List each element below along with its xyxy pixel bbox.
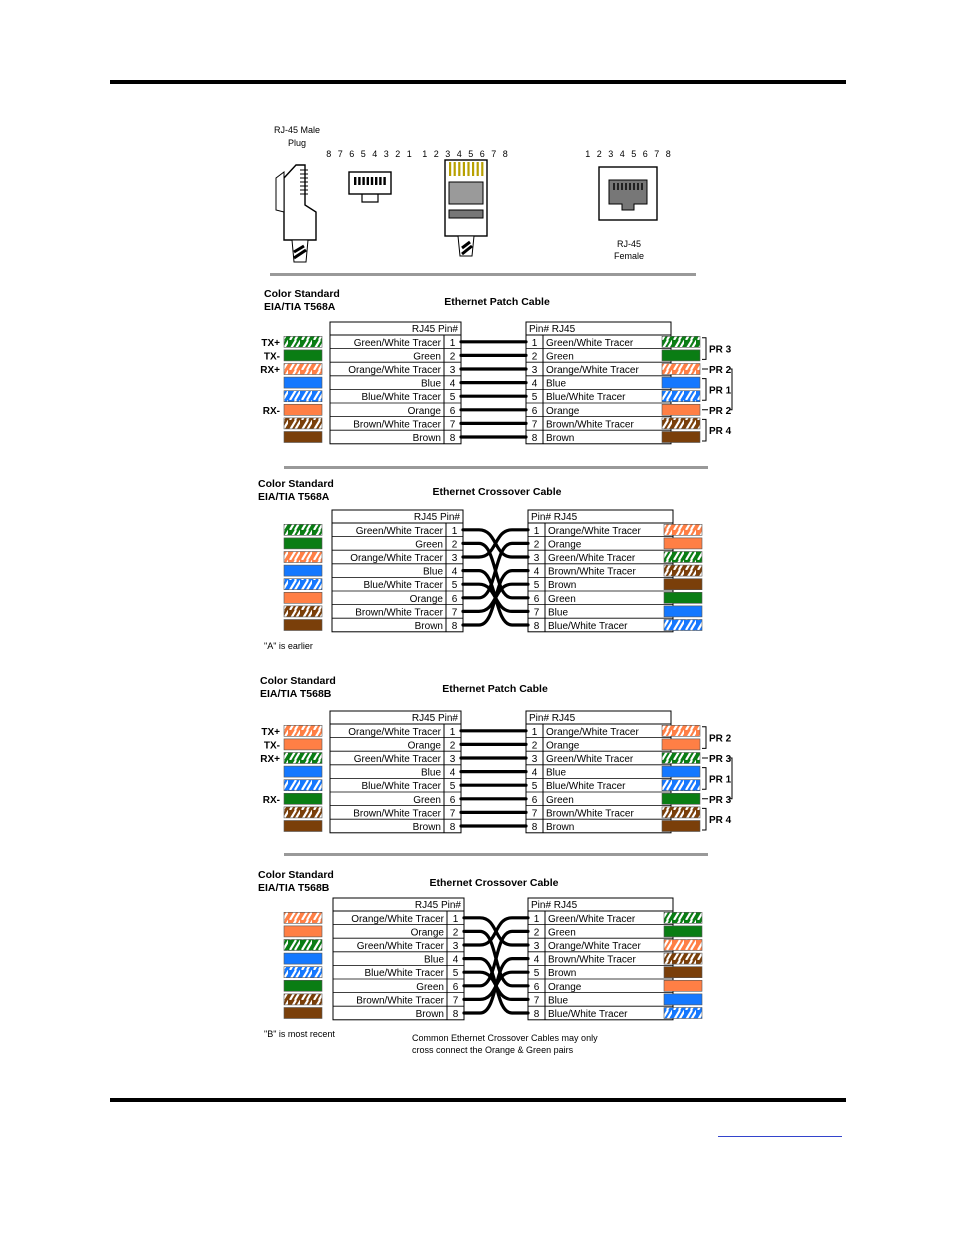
right-pin-number: 6 xyxy=(531,405,538,417)
left-wire-label: Green/White Tracer xyxy=(355,525,443,537)
right-color-swatch xyxy=(662,404,700,415)
pair-bracket xyxy=(702,419,706,441)
jack-caption-line1: RJ-45 xyxy=(616,239,642,249)
right-wire-label: Orange/White Tracer xyxy=(546,365,639,376)
left-color-swatch xyxy=(284,926,322,937)
jack-contact xyxy=(641,183,643,190)
left-table-header: RJ45 Pin# xyxy=(411,713,458,724)
plug-top-contact xyxy=(454,162,456,176)
pair-label: PR 4 xyxy=(709,426,732,438)
pair-label: PR 1 xyxy=(709,385,732,397)
left-wire-label: Brown xyxy=(412,822,441,833)
right-pin-number: 7 xyxy=(531,808,538,820)
left-wire-label: Green/White Tracer xyxy=(353,337,441,349)
right-color-swatch xyxy=(664,592,702,603)
left-wire-label: Green xyxy=(413,351,441,363)
signal-label: RX+ xyxy=(260,365,280,376)
pair-label-bottom: PR 3 xyxy=(709,794,732,806)
right-wire-label: Green/White Tracer xyxy=(548,553,636,564)
right-pin-number: 4 xyxy=(531,767,538,779)
right-color-swatch xyxy=(662,350,700,361)
plug-top-view xyxy=(445,160,487,256)
left-pin-number: 4 xyxy=(449,378,456,390)
left-color-swatch xyxy=(284,620,322,631)
left-wire-label: Brown/White Tracer xyxy=(355,607,443,619)
right-pin-number: 2 xyxy=(531,740,538,752)
cable-title: Ethernet Patch Cable xyxy=(442,683,548,695)
left-color-swatch xyxy=(284,739,322,750)
right-pin-number: 7 xyxy=(533,607,540,619)
plug-top-contact xyxy=(458,162,460,176)
left-wire-label: Blue/White Tracer xyxy=(363,580,443,592)
left-color-swatch xyxy=(284,725,322,736)
right-wire-label: Green/White Tracer xyxy=(546,337,634,349)
right-table-header: Pin# RJ45 xyxy=(531,512,578,523)
jack-contact xyxy=(633,183,635,190)
right-color-swatch xyxy=(664,606,702,617)
right-wire-label: Blue xyxy=(546,767,567,779)
left-wire-label: Green/White Tracer xyxy=(356,941,444,952)
left-color-swatch xyxy=(284,565,322,576)
pair-bracket xyxy=(702,727,706,749)
left-color-swatch xyxy=(284,994,322,1005)
left-color-swatch xyxy=(284,912,322,923)
right-pin-number: 2 xyxy=(533,539,540,551)
left-pin-number: 8 xyxy=(452,1009,459,1020)
left-color-swatch xyxy=(284,980,322,991)
left-color-swatch xyxy=(284,364,322,375)
plug-end-contact xyxy=(383,177,385,185)
right-pin-number: 5 xyxy=(533,968,540,980)
left-pin-number: 7 xyxy=(449,808,456,820)
left-wire-label: Brown/White Tracer xyxy=(353,419,441,431)
jack-contact xyxy=(629,183,631,190)
right-wire-label: Orange xyxy=(548,539,582,551)
right-color-swatch xyxy=(662,753,700,764)
pair-bracket xyxy=(702,808,706,830)
left-wire-label: Blue/White Tracer xyxy=(364,968,444,980)
pair-label: PR 4 xyxy=(709,815,732,827)
right-pin-number: 1 xyxy=(531,726,538,738)
left-color-swatch xyxy=(284,336,322,347)
signal-label: TX- xyxy=(263,351,280,363)
cable-title: Ethernet Crossover Cable xyxy=(429,877,559,889)
pin-order-reverse: 8 7 6 5 4 3 2 1 xyxy=(326,149,414,159)
color-standard-name: EIA/TIA T568B xyxy=(258,882,330,894)
left-pin-number: 5 xyxy=(449,781,456,793)
jack-contact xyxy=(637,183,639,190)
right-color-swatch xyxy=(662,821,700,832)
section-4 xyxy=(284,898,702,1020)
right-pin-number: 5 xyxy=(533,580,540,592)
right-color-swatch xyxy=(664,538,702,549)
left-color-swatch xyxy=(284,953,322,964)
left-wire-label: Blue xyxy=(420,767,441,779)
plug-top-contact xyxy=(449,162,451,176)
right-wire-label: Green/White Tracer xyxy=(546,754,634,765)
left-pin-number: 8 xyxy=(449,822,456,833)
left-color-swatch xyxy=(284,524,322,535)
left-wire-label: Orange xyxy=(409,593,443,605)
left-pin-number: 3 xyxy=(449,754,456,765)
left-color-swatch xyxy=(284,391,322,402)
section-divider xyxy=(284,853,708,856)
right-wire-label: Blue/White Tracer xyxy=(546,392,626,404)
right-pin-number: 4 xyxy=(533,566,540,578)
right-pin-number: 3 xyxy=(531,365,538,376)
right-color-swatch xyxy=(662,418,700,429)
jack-contact xyxy=(625,183,627,190)
pair-bracket xyxy=(702,379,706,401)
right-pin-number: 5 xyxy=(531,781,538,793)
left-pin-number: 4 xyxy=(451,566,458,578)
left-pin-number: 1 xyxy=(449,726,456,738)
left-color-swatch xyxy=(284,592,322,603)
right-color-swatch xyxy=(664,1008,702,1019)
right-pin-number: 6 xyxy=(531,794,538,806)
right-pin-number: 4 xyxy=(533,954,540,966)
left-pin-number: 8 xyxy=(451,621,458,632)
left-color-swatch xyxy=(284,967,322,978)
left-color-swatch xyxy=(284,418,322,429)
plug-top-contact xyxy=(481,162,483,176)
left-wire-label: Blue/White Tracer xyxy=(361,392,441,404)
plug-end-latch xyxy=(362,194,378,202)
right-color-swatch xyxy=(664,565,702,576)
pair-label-top: PR 2 xyxy=(709,365,732,376)
plug-end-contact xyxy=(375,177,377,185)
right-color-swatch xyxy=(662,725,700,736)
color-standard-label: Color Standard xyxy=(264,288,340,300)
section-1 xyxy=(284,322,732,469)
section-note: "B" is most recent xyxy=(264,1028,335,1039)
right-color-swatch xyxy=(662,364,700,375)
left-pin-number: 3 xyxy=(452,941,459,952)
plug-top-contact xyxy=(467,162,469,176)
left-pin-number: 2 xyxy=(449,740,456,752)
right-pin-number: 8 xyxy=(531,433,538,444)
signal-label: TX+ xyxy=(261,337,280,349)
left-pin-number: 2 xyxy=(452,927,459,939)
right-table-header: Pin# RJ45 xyxy=(529,713,576,724)
right-color-swatch xyxy=(664,967,702,978)
right-pin-number: 6 xyxy=(533,593,540,605)
left-color-swatch xyxy=(284,579,322,590)
left-pin-number: 5 xyxy=(452,968,459,980)
cable-title: Ethernet Crossover Cable xyxy=(432,486,562,498)
right-table-header: Pin# RJ45 xyxy=(529,324,576,335)
left-color-swatch xyxy=(284,780,322,791)
left-color-swatch xyxy=(284,377,322,388)
plug-side-latch xyxy=(276,172,284,212)
plug-caption-line1: RJ-45 Male xyxy=(273,125,321,135)
right-pin-number: 3 xyxy=(533,553,540,564)
plug-top-window xyxy=(449,182,483,204)
left-pin-number: 5 xyxy=(449,392,456,404)
right-pin-number: 2 xyxy=(531,351,538,363)
left-color-swatch xyxy=(284,766,322,777)
left-wire-label: Green xyxy=(416,981,444,993)
right-color-swatch xyxy=(664,953,702,964)
left-color-swatch xyxy=(284,606,322,617)
pin-order-forward: 1 2 3 4 5 6 7 8 xyxy=(422,149,510,159)
left-wire-label: Blue xyxy=(423,954,444,966)
right-pin-number: 8 xyxy=(531,822,538,833)
footer-note-line2: cross connect the Orange & Green pairs xyxy=(412,1045,574,1055)
right-pin-number: 3 xyxy=(531,754,538,765)
plug-end-contact xyxy=(354,177,356,185)
plug-end-contact xyxy=(358,177,360,185)
left-pin-number: 2 xyxy=(451,539,458,551)
plug-side-view xyxy=(276,165,316,262)
right-wire-label: Blue xyxy=(546,378,567,390)
plug-end-contact xyxy=(379,177,381,185)
color-standard-name: EIA/TIA T568A xyxy=(258,491,330,503)
pair-bracket xyxy=(702,338,706,360)
left-pin-number: 6 xyxy=(449,794,456,806)
right-wire-label: Orange xyxy=(546,405,580,417)
left-wire-label: Green/White Tracer xyxy=(353,754,441,765)
right-pin-number: 1 xyxy=(533,525,540,537)
left-color-swatch xyxy=(284,552,322,563)
left-pin-number: 7 xyxy=(449,419,456,431)
right-color-swatch xyxy=(664,524,702,535)
right-wire-label: Green/White Tracer xyxy=(548,913,636,925)
jack-contact xyxy=(621,183,623,190)
left-pin-number: 7 xyxy=(451,607,458,619)
right-wire-label: Blue/White Tracer xyxy=(548,621,628,632)
signal-label: RX+ xyxy=(260,754,280,765)
left-wire-label: Orange/White Tracer xyxy=(348,726,441,738)
right-wire-label: Brown xyxy=(548,580,577,592)
right-pin-number: 8 xyxy=(533,621,540,632)
right-wire-label: Green xyxy=(548,593,576,605)
plug-caption-line2: Plug xyxy=(287,138,307,148)
right-color-swatch xyxy=(664,994,702,1005)
left-wire-label: Orange xyxy=(410,927,444,939)
right-wire-label: Blue xyxy=(548,607,569,619)
left-wire-label: Orange/White Tracer xyxy=(350,553,443,564)
right-pin-number: 7 xyxy=(533,995,540,1007)
pair-label: PR 1 xyxy=(709,774,732,786)
plug-end-contact xyxy=(362,177,364,185)
left-pin-number: 7 xyxy=(452,995,459,1007)
right-color-swatch xyxy=(662,432,700,443)
plug-top-contact xyxy=(477,162,479,176)
right-wire-label: Blue/White Tracer xyxy=(548,1009,628,1020)
right-color-swatch xyxy=(662,377,700,388)
right-wire-label: Orange xyxy=(546,740,580,752)
left-pin-number: 6 xyxy=(449,405,456,417)
right-wire-label: Orange/White Tracer xyxy=(548,941,641,952)
left-color-swatch xyxy=(284,404,322,415)
right-wire-label: Brown/White Tracer xyxy=(548,566,636,578)
left-wire-label: Orange/White Tracer xyxy=(348,365,441,376)
signal-label: TX- xyxy=(263,740,280,752)
color-standard-name: EIA/TIA T568B xyxy=(260,688,332,700)
right-color-swatch xyxy=(664,980,702,991)
left-pin-number: 6 xyxy=(452,981,459,993)
right-wire-label: Brown xyxy=(546,822,575,833)
header-divider xyxy=(270,273,696,276)
left-color-swatch xyxy=(284,940,322,951)
left-pin-number: 1 xyxy=(449,337,456,349)
left-pin-number: 1 xyxy=(451,525,458,537)
right-color-swatch xyxy=(662,793,700,804)
right-color-swatch xyxy=(664,926,702,937)
plug-top-strain xyxy=(449,210,483,218)
right-wire-label: Brown/White Tracer xyxy=(548,954,636,966)
plug-end-view xyxy=(349,172,391,202)
left-pin-number: 4 xyxy=(449,767,456,779)
right-pin-number: 1 xyxy=(533,913,540,925)
left-pin-number: 3 xyxy=(449,365,456,376)
plug-end-contact xyxy=(371,177,373,185)
rj45-jack xyxy=(599,167,657,220)
signal-label: TX+ xyxy=(261,726,280,738)
right-pin-number: 5 xyxy=(531,392,538,404)
left-wire-label: Brown/White Tracer xyxy=(356,995,444,1007)
left-color-swatch xyxy=(284,821,322,832)
signal-label: RX- xyxy=(262,405,280,417)
left-wire-label: Brown xyxy=(414,621,443,632)
plug-side-body xyxy=(284,165,316,240)
pair-label: PR 3 xyxy=(709,344,732,356)
signal-label: RX- xyxy=(262,794,280,806)
right-wire-label: Blue/White Tracer xyxy=(546,781,626,793)
left-wire-label: Green xyxy=(413,794,441,806)
color-standard-label: Color Standard xyxy=(258,478,334,490)
right-wire-label: Brown xyxy=(546,433,575,444)
footer-note-line1: Common Ethernet Crossover Cables may only xyxy=(412,1033,598,1043)
left-table-header: RJ45 Pin# xyxy=(411,324,458,335)
right-pin-number: 3 xyxy=(533,941,540,952)
left-wire-label: Brown xyxy=(412,433,441,444)
right-pin-number: 6 xyxy=(533,981,540,993)
right-color-swatch xyxy=(664,552,702,563)
right-wire-label: Orange xyxy=(548,981,582,993)
right-color-swatch xyxy=(662,780,700,791)
left-table-header: RJ45 Pin# xyxy=(413,512,460,523)
left-pin-number: 8 xyxy=(449,433,456,444)
pair-label: PR 2 xyxy=(709,733,732,745)
right-wire-label: Brown/White Tracer xyxy=(546,808,634,820)
section-divider xyxy=(284,466,708,469)
left-wire-label: Orange xyxy=(407,740,441,752)
left-color-swatch xyxy=(284,753,322,764)
right-wire-label: Orange/White Tracer xyxy=(548,525,641,537)
left-pin-number: 4 xyxy=(452,954,459,966)
left-wire-label: Orange/White Tracer xyxy=(351,913,444,925)
left-color-swatch xyxy=(284,1008,322,1019)
left-wire-label: Orange xyxy=(407,405,441,417)
right-color-swatch xyxy=(664,912,702,923)
right-wire-label: Green xyxy=(548,927,576,939)
left-color-swatch xyxy=(284,538,322,549)
right-color-swatch xyxy=(664,620,702,631)
right-color-swatch xyxy=(664,579,702,590)
right-wire-label: Brown/White Tracer xyxy=(546,419,634,431)
left-pin-number: 3 xyxy=(451,553,458,564)
plug-end-contact xyxy=(367,177,369,185)
cable-title: Ethernet Patch Cable xyxy=(444,296,550,308)
left-pin-number: 6 xyxy=(451,593,458,605)
pair-label-top: PR 3 xyxy=(709,754,732,765)
left-color-swatch xyxy=(284,807,322,818)
left-wire-label: Brown xyxy=(415,1009,444,1020)
jack-pin-order: 1 2 3 4 5 6 7 8 xyxy=(585,149,673,159)
right-wire-label: Blue xyxy=(548,995,569,1007)
right-color-swatch xyxy=(662,391,700,402)
right-color-swatch xyxy=(662,807,700,818)
jack-contact xyxy=(617,183,619,190)
right-pin-number: 4 xyxy=(531,378,538,390)
left-pin-number: 5 xyxy=(451,580,458,592)
right-color-swatch xyxy=(662,739,700,750)
right-pin-number: 7 xyxy=(531,419,538,431)
left-color-swatch xyxy=(284,793,322,804)
color-standard-name: EIA/TIA T568A xyxy=(264,301,336,313)
section-note: "A" is earlier xyxy=(264,640,313,651)
left-pin-number: 1 xyxy=(452,913,459,925)
pair-label-bottom: PR 2 xyxy=(709,405,732,417)
right-color-swatch xyxy=(662,336,700,347)
right-color-swatch xyxy=(664,940,702,951)
plug-top-contact xyxy=(463,162,465,176)
left-pin-number: 2 xyxy=(449,351,456,363)
pair-bracket xyxy=(702,768,706,790)
right-wire-label: Orange/White Tracer xyxy=(546,726,639,738)
left-table-header: RJ45 Pin# xyxy=(414,900,461,911)
right-pin-number: 8 xyxy=(533,1009,540,1020)
left-wire-label: Brown/White Tracer xyxy=(353,808,441,820)
jack-caption-line2: Female xyxy=(613,251,645,261)
right-wire-label: Green xyxy=(546,351,574,363)
color-standard-label: Color Standard xyxy=(258,869,334,881)
left-wire-label: Green xyxy=(415,539,443,551)
right-color-swatch xyxy=(662,766,700,777)
right-pin-number: 1 xyxy=(531,337,538,349)
color-standard-label: Color Standard xyxy=(260,675,336,687)
right-pin-number: 2 xyxy=(533,927,540,939)
left-wire-label: Blue/White Tracer xyxy=(361,781,441,793)
right-table-header: Pin# RJ45 xyxy=(531,900,578,911)
left-color-swatch xyxy=(284,350,322,361)
jack-contact xyxy=(613,183,615,190)
right-wire-label: Green xyxy=(546,794,574,806)
plug-top-contact xyxy=(472,162,474,176)
left-color-swatch xyxy=(284,432,322,443)
left-wire-label: Blue xyxy=(420,378,441,390)
left-wire-label: Blue xyxy=(422,566,443,578)
right-wire-label: Brown xyxy=(548,968,577,980)
